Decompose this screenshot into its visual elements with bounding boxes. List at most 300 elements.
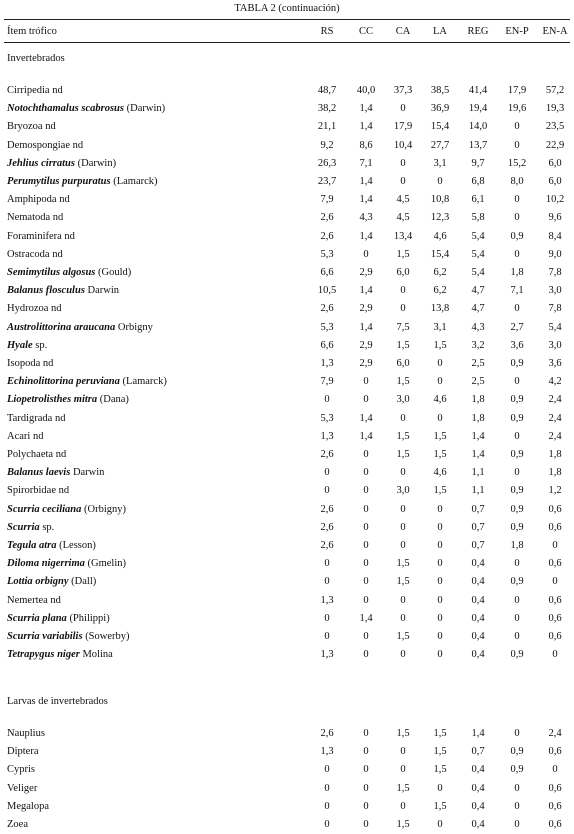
table-cell: 0 [363, 594, 369, 606]
table-cell: 0,9 [510, 764, 524, 776]
table-cell: 0,6 [548, 503, 562, 515]
item-name [7, 156, 116, 171]
table-cell: 0 [552, 540, 558, 551]
table-cell: 0 [437, 376, 443, 388]
table-cell: 6,2 [433, 267, 447, 278]
table-cell: 1,8 [510, 267, 524, 278]
header-cc: CC [358, 26, 373, 37]
table-cell: 10,8 [430, 194, 450, 206]
table-cell: 0 [324, 819, 330, 830]
table-cell: 0 [437, 521, 443, 533]
table-cell: 4,3 [471, 321, 485, 333]
table-row [0, 192, 574, 207]
table-cell: 1,3 [320, 430, 334, 442]
table-cell: 1,2 [548, 485, 562, 497]
table-cell: 19,6 [507, 103, 527, 115]
item-name [7, 726, 45, 741]
table-cell: 6,8 [471, 176, 485, 187]
table-cell: 6,6 [320, 267, 334, 278]
item-name-text: Polychaeta nd [7, 449, 67, 460]
table-cell: 8,6 [359, 139, 373, 151]
item-name [7, 338, 47, 353]
table-cell: 0 [514, 612, 520, 624]
table-cell: 0 [437, 594, 443, 606]
table-cell: 1,5 [396, 430, 410, 442]
table-cell: 1,5 [433, 430, 447, 442]
table-cell: 4,7 [471, 285, 485, 297]
table-cell: 1,4 [471, 430, 485, 442]
table-row [0, 447, 574, 462]
table-cell: 0 [400, 467, 406, 479]
table-cell: 37,3 [393, 85, 413, 96]
table-cell: 0 [514, 467, 520, 479]
table-cell: 0 [514, 558, 520, 570]
table-cell: 1,8 [548, 467, 562, 479]
table-cell: 0 [363, 485, 369, 497]
item-name [7, 465, 104, 480]
table-cell: 0,9 [510, 521, 524, 533]
table-cell: 2,6 [320, 230, 334, 242]
table-cell: 1,8 [471, 412, 485, 424]
table-cell: 0,9 [510, 412, 524, 424]
table-cell: 4,6 [433, 394, 447, 406]
item-name-italic: Perumytilus purpuratus [7, 176, 111, 187]
table-row [0, 119, 574, 134]
table-row [0, 174, 574, 189]
table-row [0, 762, 574, 777]
table-cell: 1,3 [320, 649, 334, 661]
item-name-italic: Semimytilus algosus [7, 267, 96, 278]
item-name [7, 447, 66, 462]
table-cell: 0,7 [471, 521, 485, 533]
table-cell: 36,9 [430, 103, 450, 115]
table-cell: 5,3 [320, 248, 334, 260]
table-cell: 5,4 [471, 267, 485, 278]
item-name [7, 210, 63, 225]
item-name [7, 119, 56, 134]
item-name-italic: Scurria ceciliana [7, 503, 82, 515]
item-name [7, 392, 129, 407]
item-name-text: Isopoda nd [7, 358, 54, 369]
table-cell: 10,4 [393, 139, 413, 151]
item-name-text: Diptera [7, 746, 39, 758]
table-cell: 0 [400, 157, 406, 169]
table-cell: 0 [363, 540, 369, 551]
table-cell: 23,5 [545, 121, 565, 133]
table-cell: 0 [363, 782, 369, 794]
item-name-italic: Scurria [7, 521, 40, 533]
table-cell: 1,5 [433, 800, 447, 812]
table-cell: 1,8 [548, 449, 562, 460]
table-cell: 2,6 [320, 212, 334, 224]
item-name-text: (Darwin) [74, 157, 117, 169]
table-cell: 1,5 [396, 376, 410, 388]
table-cell: 9,6 [548, 212, 562, 224]
item-name [7, 374, 167, 389]
item-name [7, 429, 43, 444]
table-cell: 0 [363, 394, 369, 406]
table-cell: 5,8 [471, 212, 485, 224]
table-cell: 1,8 [510, 540, 524, 551]
table-cell: 0 [363, 819, 369, 830]
table-cell: 0 [363, 764, 369, 776]
item-name-italic: Tegula atra [7, 540, 57, 551]
item-name-text: (Lesson) [56, 540, 96, 551]
table-row [0, 265, 574, 280]
header-en-p: EN-P [505, 26, 529, 37]
table-cell: 0 [437, 631, 443, 642]
table-cell: 6,1 [471, 194, 485, 206]
table-cell: 1,4 [359, 612, 373, 624]
item-name-text: Zoea [7, 819, 28, 830]
table-cell: 0 [514, 212, 520, 224]
table-cell: 1,4 [359, 412, 373, 424]
table-cell: 2,9 [359, 303, 373, 315]
table-cell: 0 [514, 631, 520, 642]
table-row [0, 301, 574, 316]
item-name [7, 629, 130, 644]
table-cell: 1,4 [359, 430, 373, 442]
table-cell: 0 [363, 800, 369, 812]
header-rs: RS [320, 26, 334, 37]
table-row [0, 465, 574, 480]
table-cell: 0 [400, 503, 406, 515]
table-cell: 0,6 [548, 521, 562, 533]
item-name-text: sp. [32, 339, 48, 351]
table-cell: 0 [514, 782, 520, 794]
table-cell: 0,7 [471, 503, 485, 515]
table-row [0, 229, 574, 244]
header-item: Ítem trófico [7, 26, 57, 37]
table-cell: 15,2 [507, 157, 527, 169]
table-cell: 0,9 [510, 394, 524, 406]
table-cell: 5,3 [320, 321, 334, 333]
table-cell: 0,6 [548, 746, 562, 758]
item-name [7, 283, 119, 298]
table-cell: 0,4 [471, 558, 485, 570]
table-cell: 15,4 [430, 248, 450, 260]
item-name-text: Demospongiae nd [7, 139, 84, 151]
table-cell: 19,4 [468, 103, 488, 115]
table-cell: 2,9 [359, 358, 373, 369]
table-cell: 1,4 [471, 728, 485, 739]
table-row [0, 210, 574, 225]
table-cell: 57,2 [545, 85, 565, 96]
table-cell: 1,5 [396, 782, 410, 794]
table-cell: 1,4 [359, 176, 373, 187]
section-label [0, 51, 574, 66]
table-cell: 1,5 [396, 449, 410, 460]
item-name-text: Nemertea nd [7, 594, 61, 606]
table-cell: 8,4 [548, 230, 562, 242]
table-cell: 7,9 [320, 376, 334, 388]
table-row [0, 520, 574, 535]
table-cell: 1,5 [433, 728, 447, 739]
table-row [0, 483, 574, 498]
table-cell: 0,6 [548, 594, 562, 606]
table-row [0, 411, 574, 426]
table-cell: 0 [363, 503, 369, 515]
item-name [7, 101, 165, 116]
item-name-text: Molina [79, 649, 113, 661]
item-name-text: Cirripedia nd [7, 85, 63, 96]
table-row [0, 356, 574, 371]
item-name [7, 265, 131, 280]
table-cell: 0 [437, 503, 443, 515]
table-cell: 0 [363, 467, 369, 479]
item-name-italic: Austrolittorina araucana [7, 321, 116, 333]
table-row [0, 338, 574, 353]
item-name-text: Ostracoda nd [7, 248, 63, 260]
table-cell: 6,0 [396, 358, 410, 369]
table-row [0, 744, 574, 759]
table-row [0, 593, 574, 608]
table-cell: 0 [437, 819, 443, 830]
item-name [7, 574, 96, 589]
item-name-text: Spirorbidae nd [7, 485, 70, 497]
table-cell: 0 [363, 521, 369, 533]
table-row [0, 374, 574, 389]
item-name [7, 502, 126, 517]
table-cell: 0,6 [548, 631, 562, 642]
header-reg: REG [467, 26, 489, 37]
table-row [0, 781, 574, 796]
table-cell: 0,6 [548, 800, 562, 812]
item-name-text: sp. [39, 521, 55, 533]
table-cell: 40,0 [356, 85, 376, 96]
item-name-text: Darwin [70, 467, 105, 479]
item-name-italic: Hyale [7, 339, 33, 351]
table-cell: 0 [324, 576, 330, 588]
item-name-text: Bryozoa nd [7, 121, 56, 133]
table-cell: 0 [437, 176, 443, 187]
item-name-text: (Dana) [97, 394, 129, 406]
table-cell: 0 [324, 485, 330, 497]
table-cell: 10,2 [545, 194, 565, 206]
table-cell: 7,1 [510, 285, 524, 297]
table-cell: 0 [552, 764, 558, 776]
table-cell: 2,7 [510, 321, 524, 333]
table-cell: 0,4 [471, 819, 485, 830]
table-cell: 0 [437, 649, 443, 661]
table-cell: 3,6 [548, 358, 562, 369]
table-cell: 0,7 [471, 746, 485, 758]
item-name [7, 647, 113, 662]
table-cell: 2,9 [359, 267, 373, 278]
table-cell: 1,5 [433, 449, 447, 460]
table-cell: 0 [324, 800, 330, 812]
table-cell: 0,9 [510, 449, 524, 460]
table-cell: 3,1 [433, 157, 447, 169]
item-name [7, 83, 63, 98]
table-cell: 1,5 [396, 576, 410, 588]
table-cell: 8,0 [510, 176, 524, 187]
table-cell: 1,5 [396, 339, 410, 351]
table-cell: 0 [400, 412, 406, 424]
item-name [7, 611, 110, 626]
table-cell: 0,9 [510, 746, 524, 758]
table-cell: 13,7 [468, 139, 488, 151]
header-en-a: EN-A [542, 26, 568, 37]
item-name [7, 817, 28, 832]
table-row [0, 647, 574, 662]
table-cell: 7,8 [548, 267, 562, 278]
table-cell: 0 [363, 649, 369, 661]
item-name-italic: Liopetrolisthes mitra [7, 394, 98, 406]
item-name [7, 781, 37, 796]
table-cell: 5,3 [320, 412, 334, 424]
table-cell: 6,0 [548, 157, 562, 169]
table-cell: 0,4 [471, 800, 485, 812]
table-cell: 0,9 [510, 230, 524, 242]
table-cell: 0 [400, 594, 406, 606]
item-name [7, 411, 65, 426]
section-label-text: Larvas de invertebrados [7, 696, 108, 707]
table-cell: 15,4 [430, 121, 450, 133]
table-cell: 0,9 [510, 576, 524, 588]
table-cell: 3,1 [433, 321, 447, 333]
item-name-text: Darwin [84, 285, 120, 297]
table-cell: 0 [363, 376, 369, 388]
table-cell: 5,4 [471, 230, 485, 242]
table-cell: 0 [324, 764, 330, 776]
item-name-italic: Balanus laevis [7, 467, 71, 479]
table-cell: 13,4 [393, 230, 413, 242]
item-name [7, 356, 53, 371]
item-name-text: Nauplius [7, 728, 45, 739]
item-name-text: Orbigny [115, 321, 153, 333]
header-rule [4, 42, 570, 43]
table-cell: 2,6 [320, 728, 334, 739]
table-cell: 0 [363, 576, 369, 588]
item-name-text: (Lamarck) [110, 176, 158, 187]
table-cell: 0 [514, 248, 520, 260]
item-name-italic: Tetrapygus niger [7, 649, 80, 661]
table-cell: 1,4 [359, 321, 373, 333]
table-cell: 2,6 [320, 540, 334, 551]
table-cell: 4,5 [396, 194, 410, 206]
table-cell: 1,3 [320, 746, 334, 758]
table-cell: 0 [324, 631, 330, 642]
item-name-text: (Philippi) [66, 612, 110, 624]
table-cell: 1,5 [396, 558, 410, 570]
header-ca: CA [395, 26, 411, 37]
table-cell: 4,6 [433, 467, 447, 479]
table-cell: 7,5 [396, 321, 410, 333]
item-name-italic: Lottia orbigny [7, 576, 69, 588]
table-cell: 1,5 [433, 485, 447, 497]
table-cell: 0 [400, 649, 406, 661]
table-cell: 0,4 [471, 612, 485, 624]
table-cell: 0 [363, 631, 369, 642]
table-cell: 5,4 [548, 321, 562, 333]
table-cell: 0 [514, 594, 520, 606]
item-name [7, 744, 39, 759]
item-name [7, 192, 70, 207]
item-name-text: Foraminifera nd [7, 230, 75, 242]
table-cell: 0 [324, 558, 330, 570]
table-cell: 10,5 [317, 285, 337, 297]
table-cell: 2,6 [320, 521, 334, 533]
item-name-text: Hydrozoa nd [7, 303, 62, 315]
table-cell: 0,4 [471, 782, 485, 794]
table-cell: 1,5 [433, 764, 447, 776]
table-cell: 2,5 [471, 376, 485, 388]
table-cell: 2,6 [320, 449, 334, 460]
table-cell: 6,0 [548, 176, 562, 187]
table-cell: 0,9 [510, 649, 524, 661]
table-cell: 1,4 [359, 194, 373, 206]
table-cell: 0 [514, 139, 520, 151]
item-name-italic: Diloma nigerrima [7, 558, 85, 570]
table-cell: 0 [514, 800, 520, 812]
table-cell: 3,0 [548, 285, 562, 297]
table-cell: 0 [437, 540, 443, 551]
table-cell: 0 [363, 449, 369, 460]
item-name [7, 229, 75, 244]
item-name-text: (Gould) [95, 267, 132, 278]
table-cell: 9,0 [548, 248, 562, 260]
table-row [0, 83, 574, 98]
table-cell: 1,5 [433, 746, 447, 758]
section-label-text: Invertebrados [7, 53, 65, 64]
table-cell: 0,6 [548, 782, 562, 794]
item-name-text: Megalopa [7, 800, 49, 812]
table-cell: 4,3 [359, 212, 373, 224]
item-name [7, 799, 49, 814]
table-cell: 0 [363, 746, 369, 758]
item-name-italic: Balanus flosculus [7, 285, 85, 297]
table-cell: 0,4 [471, 631, 485, 642]
table-cell: 14,0 [468, 121, 488, 133]
table-cell: 0 [514, 121, 520, 133]
table-cell: 2,6 [320, 303, 334, 315]
table-cell: 6,0 [396, 267, 410, 278]
table-row [0, 392, 574, 407]
table-cell: 0 [514, 376, 520, 388]
table-cell: 21,1 [317, 121, 337, 133]
table-cell: 4,6 [433, 230, 447, 242]
table-row [0, 247, 574, 262]
item-name-text: Amphipoda nd [7, 194, 70, 206]
table-row [0, 156, 574, 171]
table-cell: 12,3 [430, 212, 450, 224]
item-name [7, 483, 69, 498]
table-cell: 0 [324, 612, 330, 624]
table-cell: 0 [400, 800, 406, 812]
table-cell: 5,4 [471, 248, 485, 260]
table-cell: 0,4 [471, 576, 485, 588]
table-cell: 3,0 [396, 394, 410, 406]
table-cell: 0 [514, 819, 520, 830]
item-name-italic: Scurria variabilis [7, 631, 83, 642]
table-cell: 0,9 [510, 503, 524, 515]
item-name-italic: Echinolittorina peruviana [7, 376, 120, 388]
table-cell: 0 [324, 782, 330, 794]
item-name [7, 301, 62, 316]
table-cell: 1,5 [396, 631, 410, 642]
table-cell: 0,7 [471, 540, 485, 551]
table-cell: 1,5 [433, 339, 447, 351]
table-cell: 1,3 [320, 358, 334, 369]
table-cell: 0 [437, 558, 443, 570]
item-name-text: (Orbigny) [81, 503, 127, 515]
table-cell: 0,4 [471, 764, 485, 776]
table-row [0, 726, 574, 741]
item-name-text: Nematoda nd [7, 212, 64, 224]
table-cell: 1,4 [359, 230, 373, 242]
table-cell: 0 [514, 728, 520, 739]
